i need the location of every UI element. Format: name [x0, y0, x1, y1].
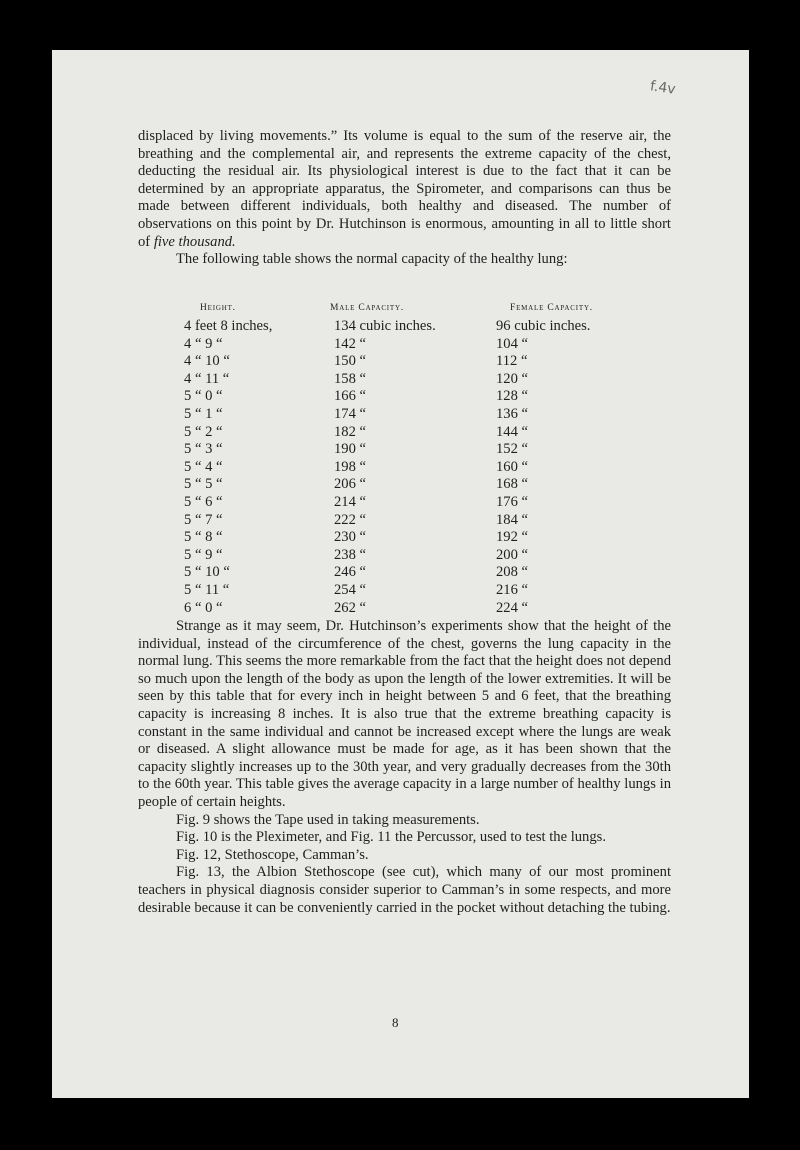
male-capacity-cell: 166 “: [334, 388, 367, 405]
table-row: [138, 600, 671, 618]
height-cell: 5 “ 6 “: [184, 493, 223, 510]
height-cell: 5 “ 1 “: [184, 405, 223, 422]
paragraph-1-emphasis: five thousand.: [153, 233, 236, 250]
height-cell: 4 feet 8 inches,: [184, 318, 273, 334]
female-capacity-cell: 224 “: [496, 599, 529, 616]
table-row: [138, 564, 671, 582]
male-capacity-cell: 134 cubic inches.: [334, 318, 436, 334]
table-row: [138, 441, 671, 459]
height-cell: 5 “ 8 “: [184, 529, 223, 546]
paragraph-5: Fig. 10 is the Pleximeter, and Fig. 11 the Percussor, used to test the lungs.: [176, 829, 606, 846]
height-cell: 5 “ 4 “: [184, 458, 223, 475]
male-capacity-cell: 230 “: [334, 529, 367, 546]
paragraph-7: Fig. 13, the Albion Stethoscope (see cut), which many of our most prominent teachers in physical diagnosis consider superior to Camman’s in some respects, and more desirable because it can be conveniently carried in the pocket without detaching the tubing.: [138, 864, 671, 916]
female-capacity-cell: 120 “: [496, 370, 529, 387]
female-capacity-cell: 128 “: [496, 388, 529, 405]
height-cell: 4 “ 10 “: [184, 353, 230, 370]
table-row: [138, 494, 671, 512]
male-capacity-cell: 254 “: [334, 581, 367, 598]
male-capacity-cell: 206 “: [334, 476, 367, 493]
female-capacity-cell: 144 “: [496, 423, 529, 440]
table-row: [138, 547, 671, 565]
paragraph-1-body: displaced by living movements.” Its volume is equal to the sum of the reserve air, the breathing and the complemental air, and represents the extreme capacity of the chest, deducting the residual air. Its physiological interest is due to the fact that it can be determined by an appropriate apparatus, the Spirometer, and comparisons can thus be made between different individuals, both healthy and diseased. The number of observations on this point by Dr. Hutchinson is enormous, amounting in all to little short of: [138, 128, 671, 250]
header-height: Height.: [200, 303, 236, 313]
height-cell: 4 “ 9 “: [184, 335, 223, 352]
table-row: [138, 512, 671, 530]
height-cell: 5 “ 2 “: [184, 423, 223, 440]
table-row: [138, 476, 671, 494]
height-cell: 4 “ 11 “: [184, 370, 230, 387]
table-row: [138, 353, 671, 371]
height-cell: 5 “ 10 “: [184, 564, 230, 581]
height-cell: 5 “ 7 “: [184, 511, 223, 528]
paragraph-6: Fig. 12, Stethoscope, Camman’s.: [176, 846, 369, 863]
male-capacity-cell: 198 “: [334, 458, 367, 475]
female-capacity-cell: 200 “: [496, 546, 529, 563]
table-row: [138, 406, 671, 424]
height-cell: 5 “ 11 “: [184, 581, 230, 598]
female-capacity-cell: 216 “: [496, 581, 529, 598]
pencil-folio-note: f.4v: [649, 78, 677, 98]
female-capacity-cell: 136 “: [496, 405, 529, 422]
paragraph-4: Fig. 9 shows the Tape used in taking measurements.: [176, 811, 480, 828]
male-capacity-cell: 190 “: [334, 441, 367, 458]
male-capacity-cell: 222 “: [334, 511, 367, 528]
male-capacity-cell: 150 “: [334, 353, 367, 370]
male-capacity-cell: 214 “: [334, 493, 367, 510]
table-row: [138, 582, 671, 600]
female-capacity-cell: 184 “: [496, 511, 529, 528]
male-capacity-cell: 238 “: [334, 546, 367, 563]
male-capacity-cell: 262 “: [334, 599, 367, 616]
female-capacity-cell: 160 “: [496, 458, 529, 475]
paragraph-2: The following table shows the normal capacity of the healthy lung:: [176, 251, 568, 268]
paragraph-1: [138, 128, 671, 251]
table-row: [138, 388, 671, 406]
male-capacity-cell: 142 “: [334, 335, 367, 352]
female-capacity-cell: 168 “: [496, 476, 529, 493]
paragraph-3: Strange as it may seem, Dr. Hutchinson’s experiments show that the height of the individual, instead of the circumference of the chest, governs the lung capacity in the normal lung. This seems the more remarkable from the fact that the height does not depend so much upon the length of the body as upon the length of the lower extremities. It will be seen by this table that for every inch in height between 5 and 6 feet, that the breathing capacity is increasing 8 inches. It is also true that the extreme breathing capacity is constant in the same individual and cannot be increased except where the lungs are weak or diseased. A slight allowance must be made for age, as it has been shown that the capacity slightly increases up to the 30th year, and very gradually decreases from the 30th to the 60th year. This table gives the average capacity in a large number of healthy lungs in people of certain heights.: [138, 618, 671, 810]
table-row: [138, 529, 671, 547]
male-capacity-cell: 174 “: [334, 405, 367, 422]
table-row: [138, 424, 671, 442]
capacity-table: [138, 318, 671, 617]
female-capacity-cell: 112 “: [496, 353, 528, 370]
female-capacity-cell: 96 cubic inches.: [496, 318, 591, 334]
table-row: [138, 336, 671, 354]
female-capacity-cell: 176 “: [496, 493, 529, 510]
table-row: [138, 371, 671, 389]
height-cell: 6 “ 0 “: [184, 599, 223, 616]
female-capacity-cell: 192 “: [496, 529, 529, 546]
female-capacity-cell: 208 “: [496, 564, 529, 581]
male-capacity-cell: 158 “: [334, 370, 367, 387]
header-male: Male Capacity.: [330, 303, 405, 313]
female-capacity-cell: 104 “: [496, 335, 529, 352]
table-row: [138, 318, 671, 336]
header-female: Female Capacity.: [510, 303, 593, 313]
body-text: [138, 618, 671, 917]
male-capacity-cell: 246 “: [334, 564, 367, 581]
female-capacity-cell: 152 “: [496, 441, 529, 458]
intro-text: [138, 128, 671, 269]
table-row: [138, 459, 671, 477]
height-cell: 5 “ 9 “: [184, 546, 223, 563]
height-cell: 5 “ 0 “: [184, 388, 223, 405]
height-cell: 5 “ 3 “: [184, 441, 223, 458]
page-number: 8: [392, 1015, 399, 1030]
height-cell: 5 “ 5 “: [184, 476, 223, 493]
male-capacity-cell: 182 “: [334, 423, 367, 440]
